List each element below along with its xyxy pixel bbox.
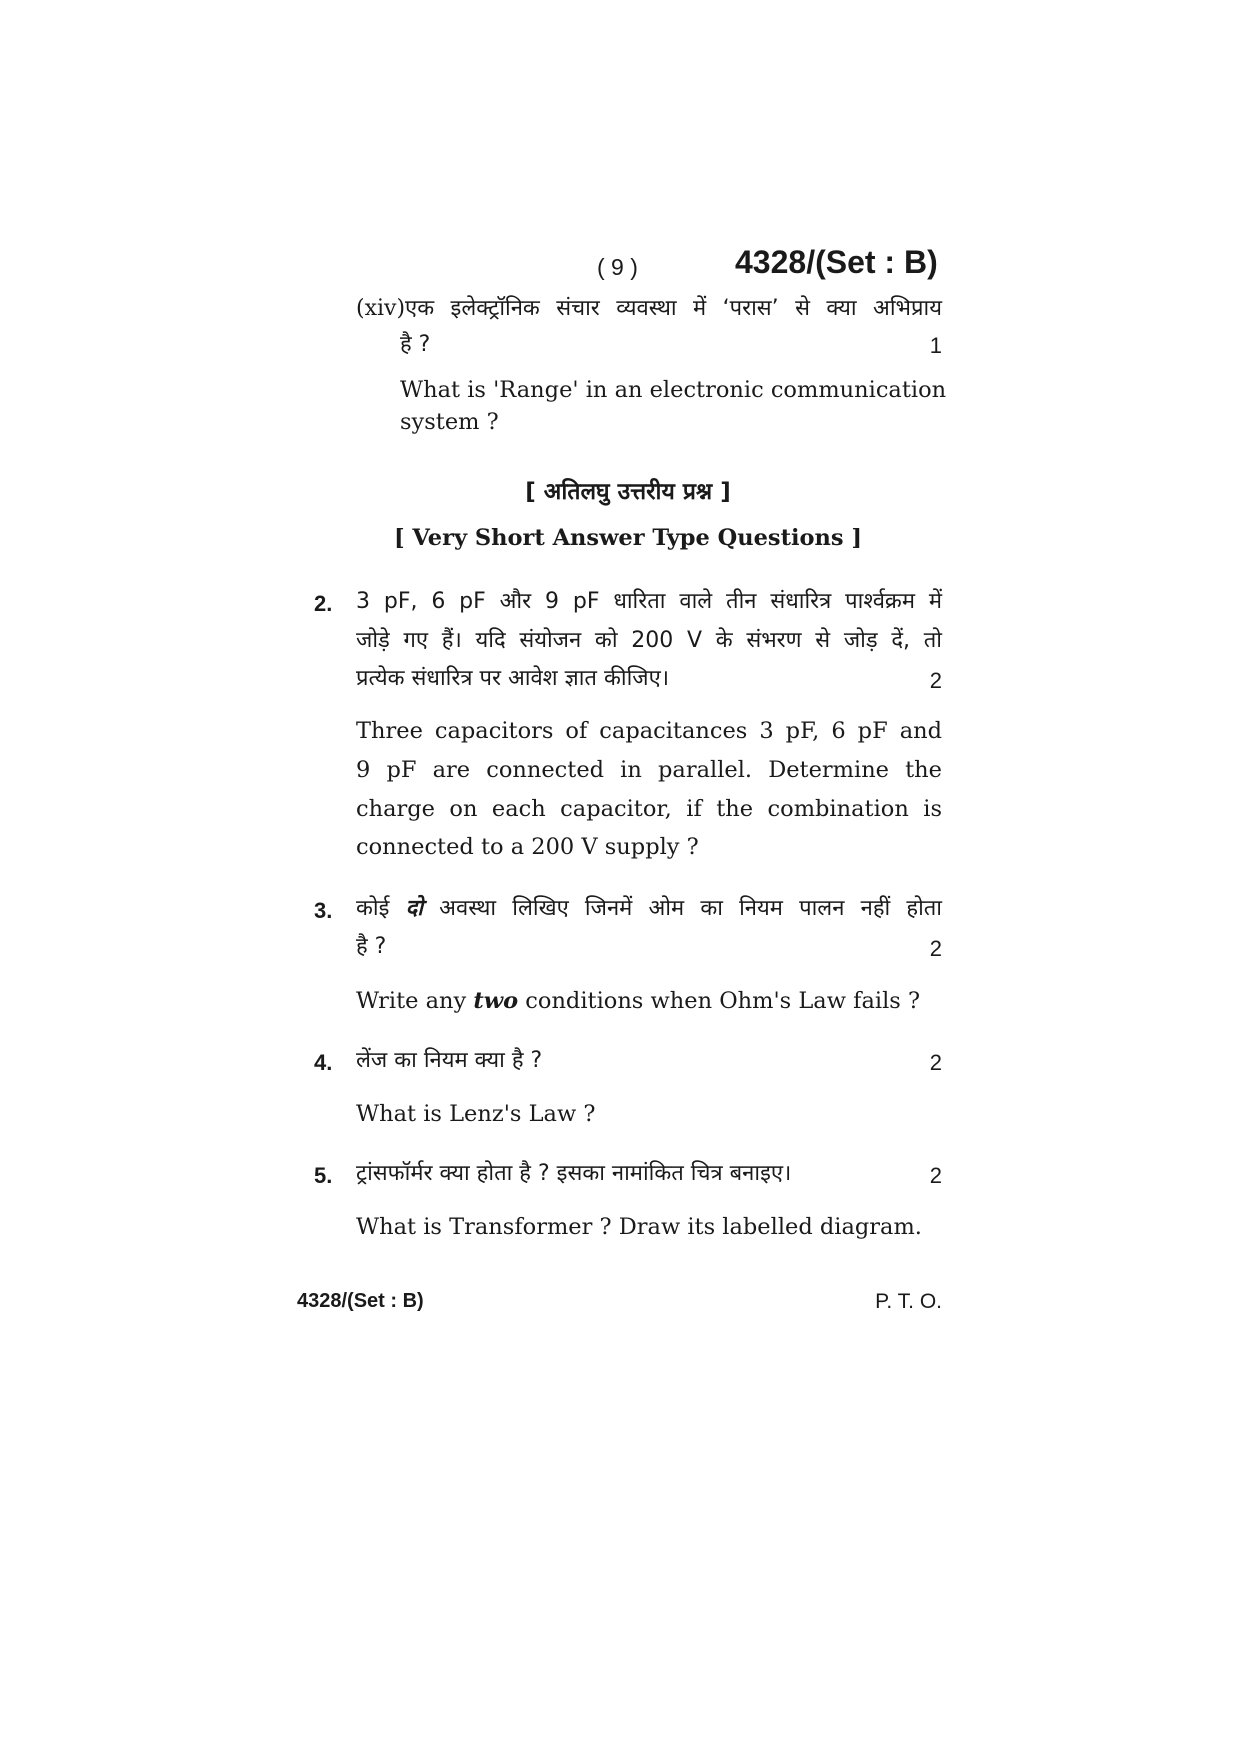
question-4-number: 4.	[314, 1050, 333, 1075]
question-xiv-hindi-line1	[356, 290, 942, 327]
question-3-english-pre: Write any	[356, 988, 474, 1014]
question-xiv-hindi-text: एक इलेक्ट्रॉनिक संचार व्यवस्था में ‘परास’ से क्या अभिप्राय	[405, 296, 942, 321]
question-2-hindi-line2: जोड़े गए हैं। यदि संयोजन को 200 V के संभरण से जोड़ दें, तो	[356, 628, 942, 653]
page-number: ( 9 )	[597, 254, 638, 280]
question-4-marks: 2	[929, 1050, 942, 1075]
question-3-hindi-line2: है ?	[356, 934, 387, 959]
question-2-hindi-line1: 3 pF, 6 pF और 9 pF धारिता वाले तीन संधारित्र पार्श्वक्रम में	[356, 589, 942, 614]
question-xiv	[356, 290, 942, 327]
question-5-hindi: ट्रांसफॉर्मर क्या होता है ? इसका नामांकित चित्र बनाइए।	[356, 1161, 792, 1186]
question-3-hindi-post: अवस्था लिखिए जिनमें ओम का नियम पालन नहीं होता	[422, 896, 943, 921]
question-3-number: 3.	[314, 898, 333, 923]
question-3-english-emphasis: two	[473, 988, 519, 1014]
question-3-marks: 2	[929, 936, 942, 961]
paper-code-footer: 4328/(Set : B)	[297, 1290, 424, 1312]
question-4-english: What is Lenz's Law ?	[356, 1101, 596, 1127]
question-xiv-label: (xiv)	[356, 296, 406, 321]
question-xiv-hindi-line2: है ?	[400, 332, 431, 357]
question-2-english-line1: Three capacitors of capacitances 3 pF, 6 pF and	[356, 718, 942, 744]
please-turn-over: P. T. O.	[875, 1290, 942, 1313]
question-2-english-line4: connected to a 200 V supply ?	[356, 834, 699, 860]
section-title-english: [ Very Short Answer Type Questions ]	[393, 525, 863, 551]
question-2-english-line3: charge on each capacitor, if the combination is	[356, 796, 942, 822]
question-xiv-english-line1: What is 'Range' in an electronic communication	[400, 377, 947, 403]
question-2-marks: 2	[929, 668, 942, 693]
question-3-hindi-pre: कोई	[356, 896, 406, 921]
question-2-number: 2.	[314, 591, 333, 616]
question-3-english	[356, 982, 920, 1020]
question-2-hindi-line3: प्रत्येक संधारित्र पर आवेश ज्ञात कीजिए।	[356, 666, 670, 691]
question-3-hindi-emphasis: दो	[405, 896, 423, 921]
question-5-marks: 2	[929, 1163, 942, 1188]
paper-code-header: 4328/(Set : B)	[735, 244, 938, 280]
section-title-hindi: [ अतिलघु उत्तरीय प्रश्न ]	[525, 479, 731, 505]
question-5-english: What is Transformer ? Draw its labelled diagram.	[356, 1214, 922, 1240]
question-3-english-post: conditions when Ohm's Law fails ?	[518, 988, 921, 1014]
question-xiv-english-line2: system ?	[400, 409, 499, 435]
question-5-number: 5.	[314, 1163, 333, 1188]
question-3-hindi-line1	[356, 890, 942, 927]
question-4-hindi: लेंज का नियम क्या है ?	[356, 1048, 543, 1073]
question-2-english-line2: 9 pF are connected in parallel. Determine the	[356, 757, 942, 783]
question-xiv-marks: 1	[929, 333, 942, 358]
